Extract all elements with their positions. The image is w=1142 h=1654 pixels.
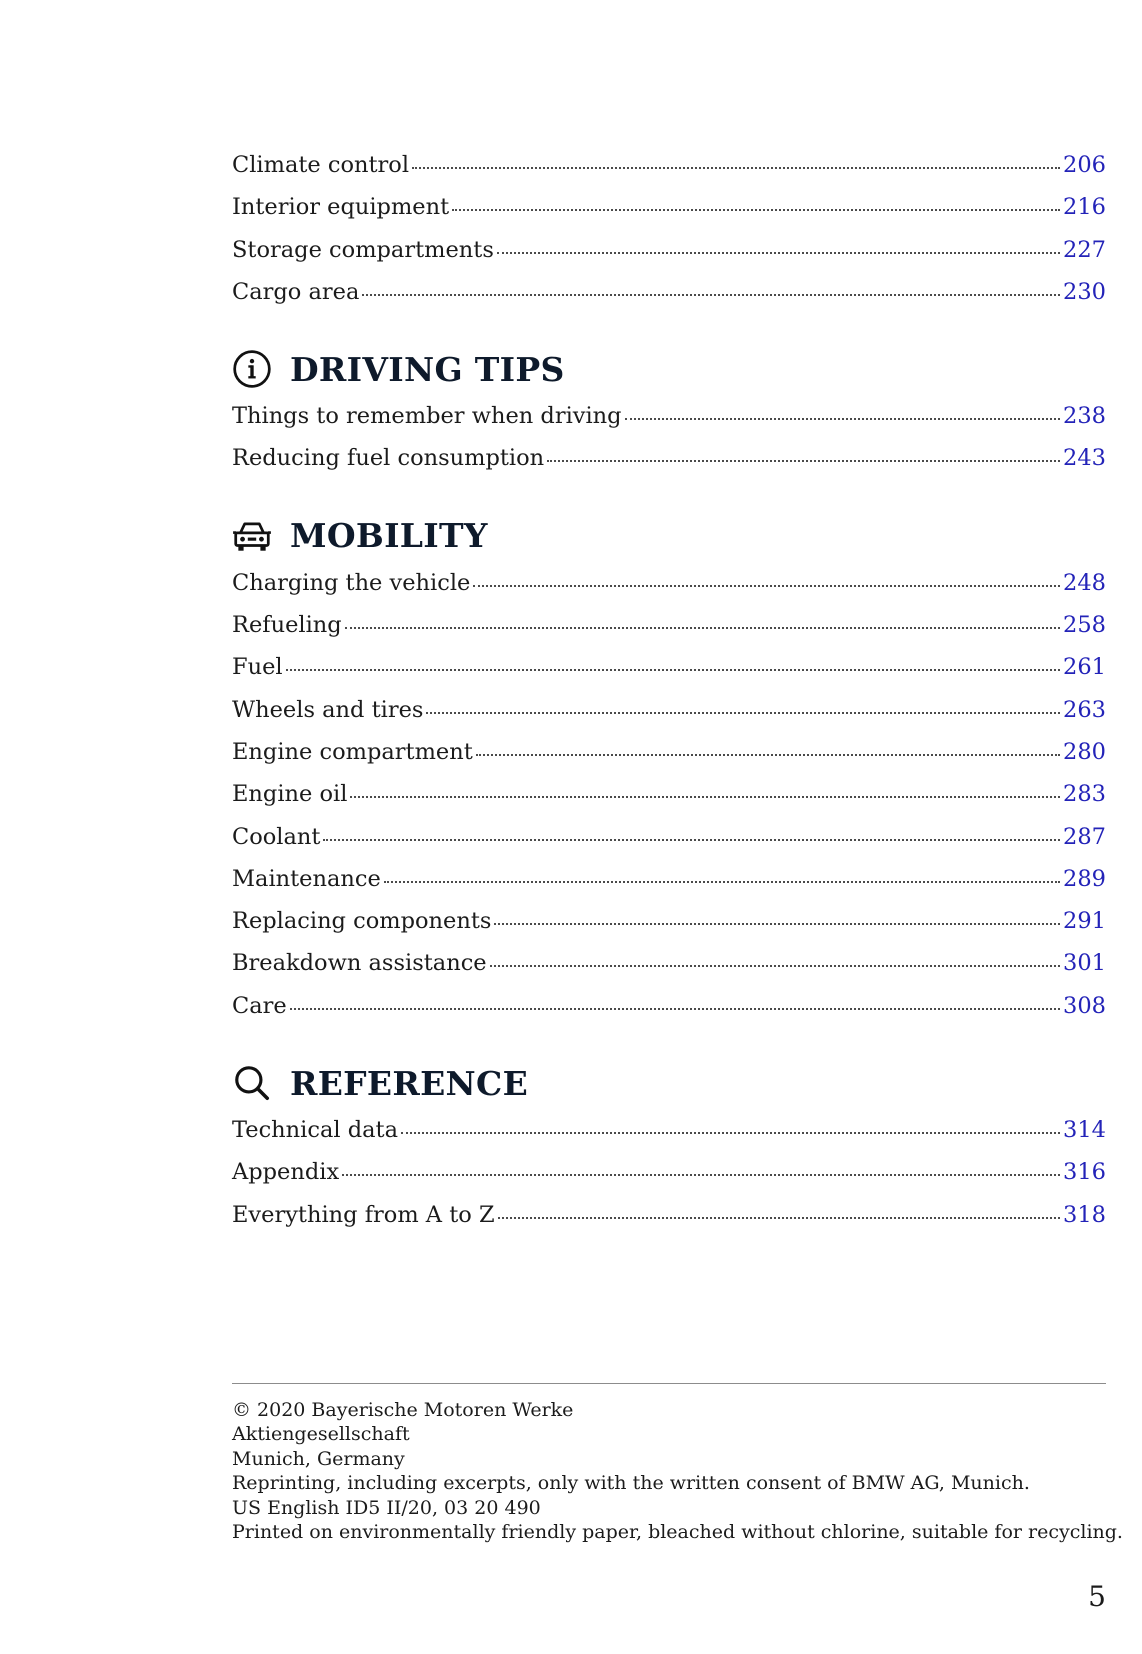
toc-entry-title: Appendix: [232, 1159, 340, 1186]
toc-entry[interactable]: [232, 437, 1106, 479]
toc-entry-page[interactable]: 248: [1063, 569, 1106, 596]
dot-leader: [350, 794, 1060, 798]
edition-id: US English ID5 II/20, 03 20 490: [232, 1496, 541, 1519]
toc-entry[interactable]: [232, 858, 1106, 900]
dot-leader: [426, 710, 1060, 714]
dot-leader: [290, 1006, 1060, 1010]
toc-entry[interactable]: [232, 395, 1106, 437]
section-heading: [232, 343, 1106, 395]
section-entries: [232, 562, 1106, 1027]
toc-entry-title: Storage compartments: [232, 236, 494, 263]
toc-entry-page[interactable]: 301: [1063, 950, 1106, 977]
dot-leader: [384, 879, 1060, 883]
toc-entry-page[interactable]: 289: [1063, 865, 1106, 892]
toc-entry-page[interactable]: 318: [1063, 1201, 1106, 1228]
toc-entry-page[interactable]: 283: [1063, 781, 1106, 808]
dot-leader: [401, 1130, 1060, 1134]
toc-entry[interactable]: [232, 186, 1106, 228]
toc-entry[interactable]: [232, 229, 1106, 271]
section-title: DRIVING TIPS: [290, 349, 565, 389]
dot-leader: [323, 837, 1060, 841]
imprint-footer: [232, 1383, 1123, 1544]
dot-leader: [452, 207, 1060, 211]
reprint-notice: Reprinting, including excerpts, only with the written consent of BMW AG, Munich.: [232, 1472, 1030, 1495]
toc-entry[interactable]: [232, 1151, 1106, 1193]
toc-entry-title: Engine compartment: [232, 738, 473, 765]
toc-entry-title: Technical data: [232, 1117, 398, 1144]
car-front-icon: [230, 514, 274, 558]
company-line: Aktiengesellschaft: [232, 1423, 410, 1446]
dot-leader: [286, 667, 1060, 671]
toc-entry[interactable]: [232, 1109, 1106, 1151]
toc-entry[interactable]: [232, 604, 1106, 646]
section-driving-tips: [232, 343, 1106, 480]
toc-entry[interactable]: [232, 985, 1106, 1027]
dot-leader: [473, 583, 1060, 587]
intro-entries: [232, 144, 1106, 313]
toc-entry-title: Wheels and tires: [232, 696, 424, 723]
dot-leader: [476, 752, 1060, 756]
toc-entry[interactable]: [232, 689, 1106, 731]
toc-entry-title: Fuel: [232, 654, 283, 681]
info-circle-icon: [230, 347, 274, 391]
table-of-contents: [232, 144, 1106, 1236]
toc-entry-page[interactable]: 314: [1063, 1117, 1106, 1144]
toc-entry[interactable]: [232, 562, 1106, 604]
toc-entry[interactable]: [232, 773, 1106, 815]
section-title: MOBILITY: [290, 516, 488, 556]
copyright-line: © 2020 Bayerische Motoren Werke: [232, 1399, 574, 1421]
toc-entry-title: Reducing fuel consumption: [232, 445, 545, 472]
toc-entry[interactable]: [232, 1194, 1106, 1236]
toc-entry-title: Interior equipment: [232, 194, 450, 221]
dot-leader: [342, 1172, 1060, 1176]
toc-entry-page[interactable]: 263: [1063, 696, 1106, 723]
magnifier-icon: [230, 1061, 274, 1105]
toc-entry-page[interactable]: 308: [1063, 992, 1106, 1019]
toc-entry-page[interactable]: 206: [1063, 152, 1106, 178]
section-title: REFERENCE: [290, 1063, 529, 1103]
dot-leader: [494, 921, 1060, 925]
toc-entry-page[interactable]: 230: [1063, 278, 1106, 305]
section-entries: [232, 395, 1106, 480]
toc-entry-title: Breakdown assistance: [232, 950, 487, 977]
toc-entry-title: Everything from A to Z: [232, 1201, 495, 1228]
dot-leader: [490, 963, 1060, 967]
section-entries: [232, 1109, 1106, 1236]
toc-entry-title: Coolant: [232, 823, 321, 850]
toc-entry-title: Charging the vehicle: [232, 569, 471, 596]
toc-entry[interactable]: [232, 646, 1106, 688]
toc-entry[interactable]: [232, 731, 1106, 773]
dot-leader: [547, 458, 1060, 462]
section-heading: [232, 510, 1106, 562]
toc-entry-title: Things to remember when driving: [232, 403, 622, 430]
dot-leader: [412, 165, 1060, 169]
toc-entry-page[interactable]: 258: [1063, 612, 1106, 639]
toc-entry-page[interactable]: 261: [1063, 654, 1106, 681]
toc-entry-page[interactable]: 287: [1063, 823, 1106, 850]
toc-entry-page[interactable]: 243: [1063, 445, 1106, 472]
paper-notice: Printed on environmentally friendly paper, bleached without chlorine, suitable for recycling.: [232, 1521, 1123, 1544]
toc-entry[interactable]: [232, 816, 1106, 858]
section-reference: [232, 1057, 1106, 1236]
page-number: 5: [1088, 1580, 1106, 1613]
toc-entry-title: Cargo area: [232, 278, 360, 305]
dot-leader: [362, 292, 1060, 296]
toc-entry[interactable]: [232, 942, 1106, 984]
section-heading: [232, 1057, 1106, 1109]
toc-entry-title: Care: [232, 992, 287, 1019]
toc-entry-page[interactable]: 238: [1063, 403, 1106, 430]
toc-entry-page[interactable]: 216: [1063, 194, 1106, 221]
toc-entry-title: Climate control: [232, 152, 410, 178]
toc-entry-page[interactable]: 316: [1063, 1159, 1106, 1186]
toc-entry-page[interactable]: 227: [1063, 236, 1106, 263]
toc-entry[interactable]: [232, 900, 1106, 942]
dot-leader: [625, 416, 1060, 420]
toc-entry-title: Refueling: [232, 612, 342, 639]
section-mobility: [232, 510, 1106, 1027]
toc-entry-page[interactable]: 291: [1063, 908, 1106, 935]
toc-entry[interactable]: [232, 144, 1106, 186]
toc-entry[interactable]: [232, 271, 1106, 313]
dot-leader: [498, 1215, 1060, 1219]
dot-leader: [345, 625, 1060, 629]
toc-entry-title: Engine oil: [232, 781, 348, 808]
location-line: Munich, Germany: [232, 1447, 405, 1470]
toc-entry-title: Maintenance: [232, 865, 381, 892]
dot-leader: [497, 250, 1060, 254]
toc-entry-title: Replacing components: [232, 908, 492, 935]
toc-entry-page[interactable]: 280: [1063, 738, 1106, 765]
